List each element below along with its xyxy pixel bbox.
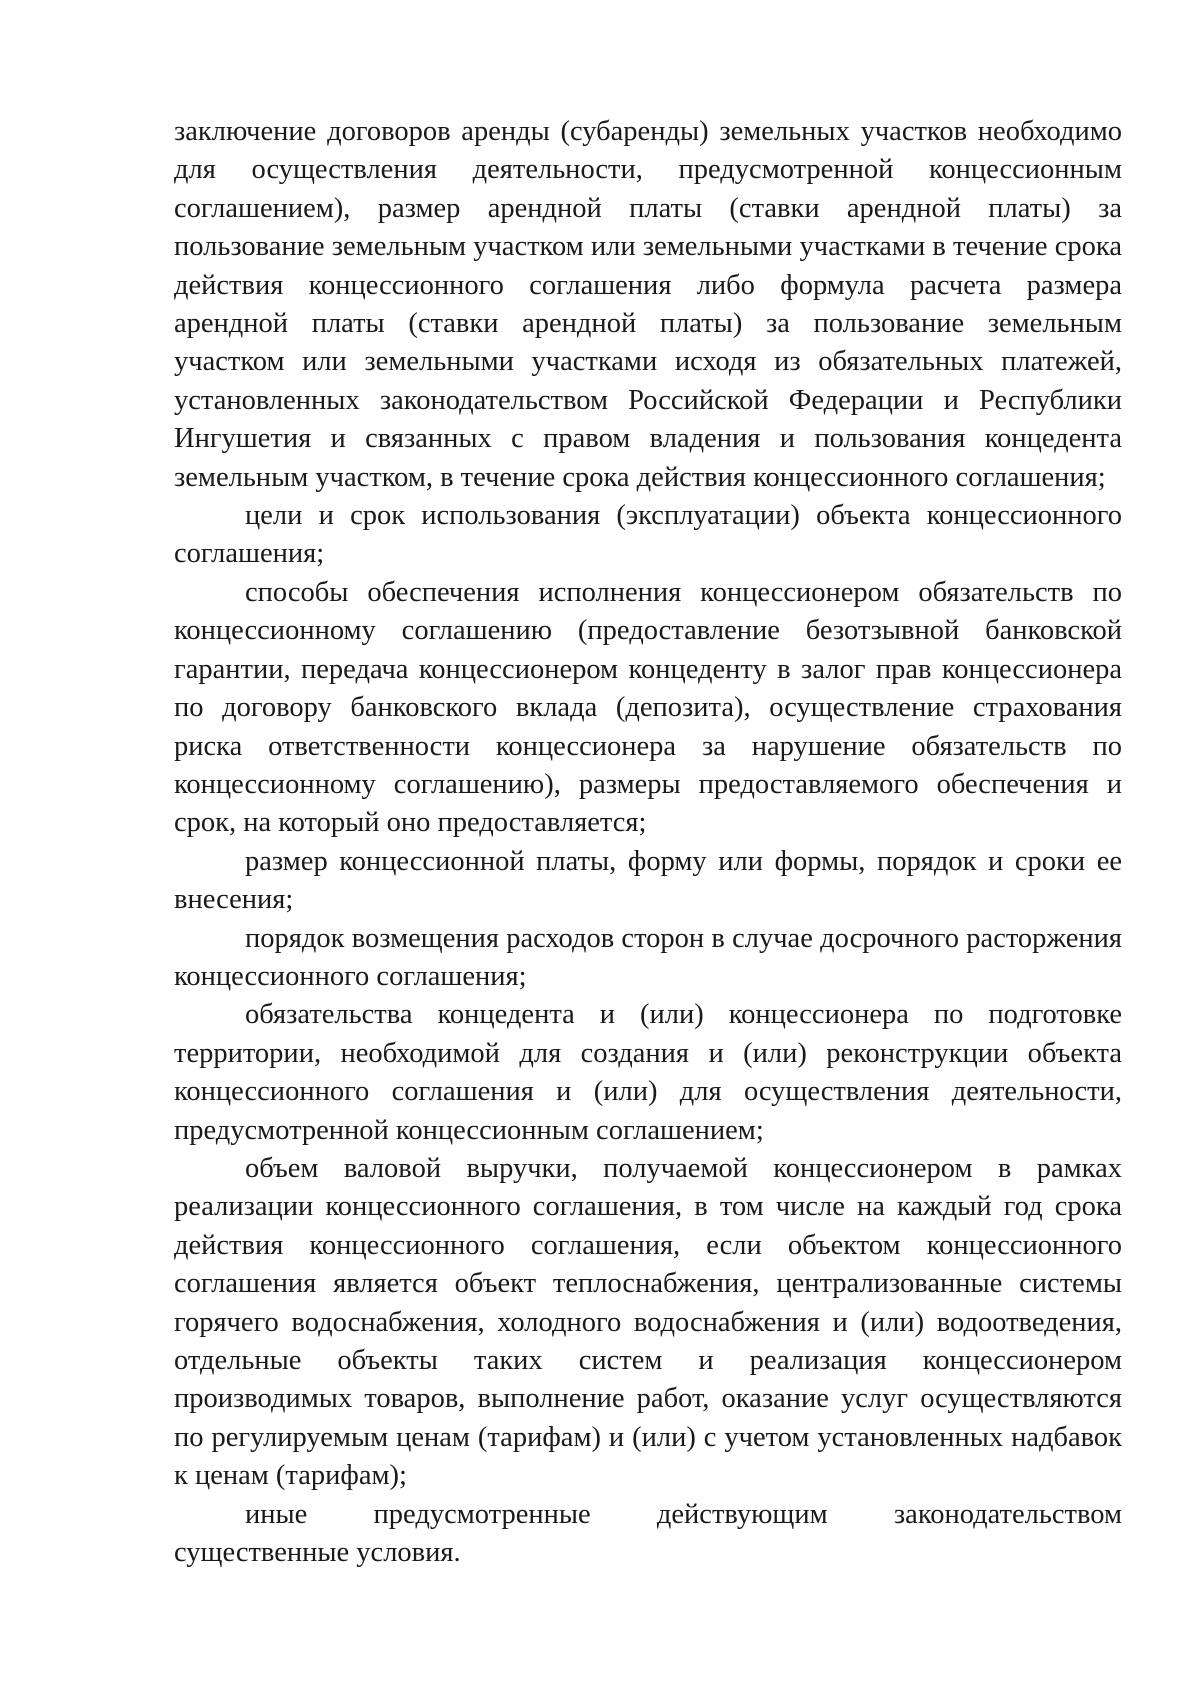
- paragraph-concession-fee: размер концессионной платы, форму или формы, порядок и сроки ее внесения;: [174, 845, 1122, 916]
- paragraph-gross-revenue: объем валовой выручки, получаемой концессионером в рамках реализации концессионного соглашения, в том числе на каждый год срока действия концессионного соглашения, если объектом концессионного соглашения является объект теплоснабжения, централизованные системы горячего водоснабжения, холодного водоснабжения и (или) водоотведения, отдельные объекты таких систем и реализация концессионером производимых товаров, выполнение работ, оказание услуг осуществляются по регулируемым ценам (тарифам) и (или) с учетом установленных надбавок к ценам (тарифам);: [174, 1152, 1122, 1492]
- document-body: [174, 113, 1122, 1572]
- paragraph-purpose-and-term: цели и срок использования (эксплуатации) объекта концессионного соглашения;: [174, 500, 1122, 570]
- paragraph-territory-preparation: обязательства концедента и (или) концессионера по подготовке территории, необходимой для создания и (или) реконструкции объекта концессионного соглашения и (или) для осуществления деятельности, предусмотренной концессионным соглашением;: [174, 999, 1122, 1146]
- paragraph-land-lease-continuation: заключение договоров аренды (субаренды) земельных участков необходимо для осуществления деятельности, предусмотренной концессионным соглашением), размер арендной платы (ставки арендной платы) за пользование земельным участком или земельными участками в течение срока действия концессионного соглашения либо формула расчета размера арендной платы (ставки арендной платы) за пользование земельным участком или земельными участками исходя из обязательных платежей, установленных законодательством Российской Федерации и Республики Ингушетия и связанных с правом владения и пользования концедента земельным участком, в течение срока действия концессионного соглашения;: [174, 116, 1122, 493]
- paragraph-early-termination-costs: порядок возмещения расходов сторон в случае досрочного расторжения концессионного соглашения;: [174, 922, 1122, 992]
- paragraph-security-methods: способы обеспечения исполнения концессионером обязательств по концессионному соглашению (предоставление безотзывной банковской гарантии, передача концессионером концеденту в залог прав концессионера по договору банковского вклада (депозита), осуществление страхования риска ответственности концессионера за нарушение обязательств по концессионному соглашению), размеры предоставляемого обеспечения и срок, на который оно предоставляется;: [174, 576, 1122, 839]
- paragraph-other-conditions: иные предусмотренные действующим законодательством существенные условия.: [174, 1498, 1122, 1569]
